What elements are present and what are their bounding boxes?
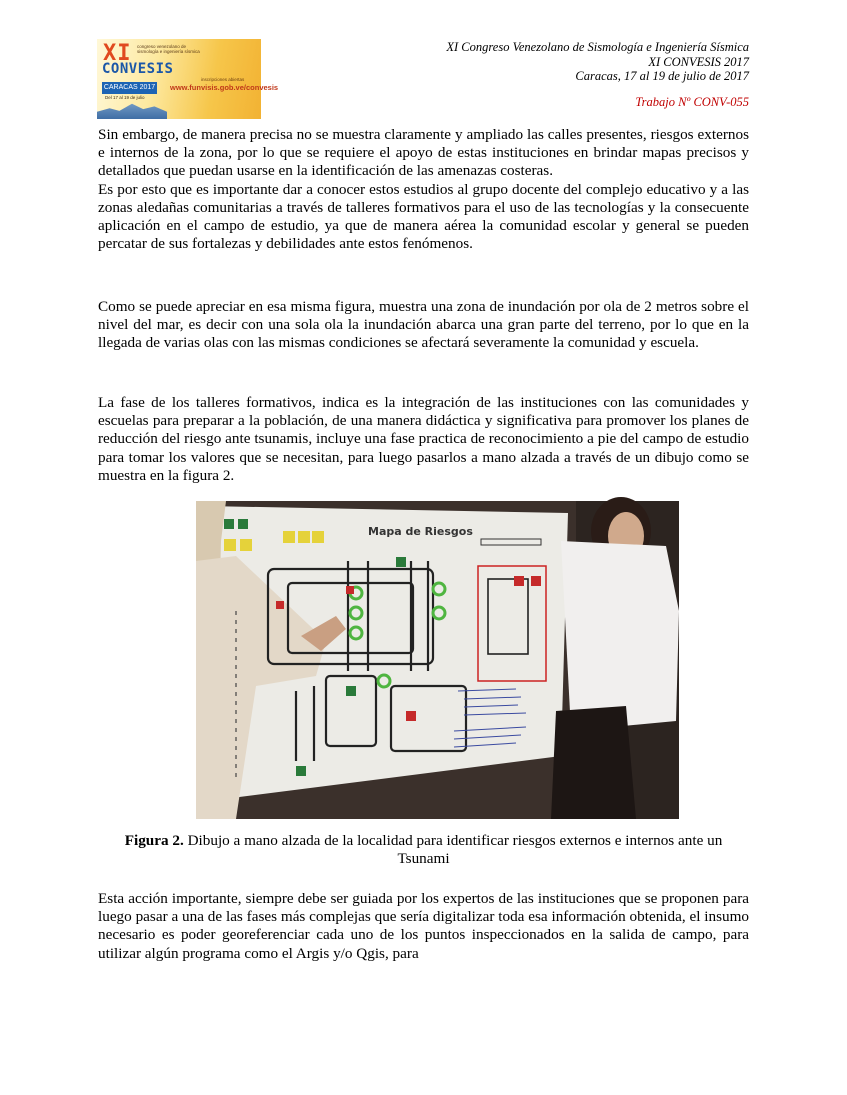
- header-line-1: XI Congreso Venezolano de Sismología e Ingeniería Sísmica: [446, 40, 749, 54]
- paper-number: Trabajo Nº CONV-055: [635, 95, 749, 109]
- logo-subtitle: congreso venezolano de sismología e ingeniería sísmica: [137, 44, 200, 54]
- logo-dates: Del 17 al 19 de julio: [105, 95, 145, 100]
- conference-header: [446, 40, 749, 84]
- logo-name: CONVESIS: [102, 61, 174, 77]
- logo-url: www.funvisis.gob.ve/convesis: [170, 83, 279, 92]
- paragraph-1b: Es por esto que es importante dar a conocer estos estudios al grupo docente del complejo educativo y a las zonas aledañas comunitarias a través de talleres formativos para el uso de las tecnologías y la consecuente aplicación en el campo de estudio, ya que de manera aérea la comunidad escolar y general se pueden percatar de sus fortalezas y debilidades ante estos fenómenos.: [98, 180, 749, 253]
- header-line-2: XI CONVESIS 2017: [648, 54, 749, 69]
- figure-caption: [98, 832, 749, 868]
- body-block-1: [98, 126, 749, 253]
- logo-xi: XI: [103, 41, 132, 66]
- paragraph-3: La fase de los talleres formativos, indica es la integración de las instituciones con las comunidades y escuelas para preparar a la población, de una manera didáctica y significativa para promover los planes de reducción del riesgo ante tsunamis, incluye una fase practica de reconocimiento a pie del campo de estudio para tomar los valores que se necesitan, para luego pasarlos a mano alzada a través de un dibujo como se muestra en la figura 2.: [98, 394, 749, 484]
- logo-inscripciones: inscripciones abiertas: [201, 77, 245, 82]
- header-line-3: Caracas, 17 al 19 de julio de 2017: [575, 69, 749, 83]
- risk-map-photo: [196, 501, 679, 819]
- caption-text: Dibujo a mano alzada de la localidad para identificar riesgos externos e internos ante un Tsunami: [183, 832, 723, 867]
- paragraph-4: Esta acción importante, siempre debe ser guiada por los expertos de las instituciones que se proponen para luego pasar a una de las fases más complejas que sería digitalizar toda esa información obtenida, el insumo necesario es poder georeferenciar cada uno de los puntos inspeccionados en la salida de campo, para utilizar algún programa como el Argis y/o Qgis, para: [98, 890, 749, 962]
- logo-badge: CARACAS 2017: [102, 82, 157, 94]
- figure-photo: [196, 501, 679, 819]
- map-title: Mapa de Riesgos: [368, 525, 473, 538]
- caption-label: Figura 2.: [124, 832, 184, 849]
- paragraph-2: Como se puede apreciar en esa misma figura, muestra una zona de inundación por ola de 2 metros sobre el nivel del mar, es decir con una sola ola la inundación abarca una gran parte del terreno, por lo que en la llegada de varias olas con las mismas condiciones se afectará severamente la comunidad y escuela.: [98, 298, 749, 352]
- convesis-logo: [97, 39, 279, 119]
- mountain-graphic: [97, 101, 167, 119]
- right-person: [561, 541, 679, 731]
- paragraph-1a: Sin embargo, de manera precisa no se muestra claramente y ampliado las calles presentes, riesgos externos e internos de la zona, por lo que se requiere el apoyo de estas instituciones en brindar mapas precisos y detallados que puedan usarse en la identificación de las amenazas costeras.: [98, 126, 749, 180]
